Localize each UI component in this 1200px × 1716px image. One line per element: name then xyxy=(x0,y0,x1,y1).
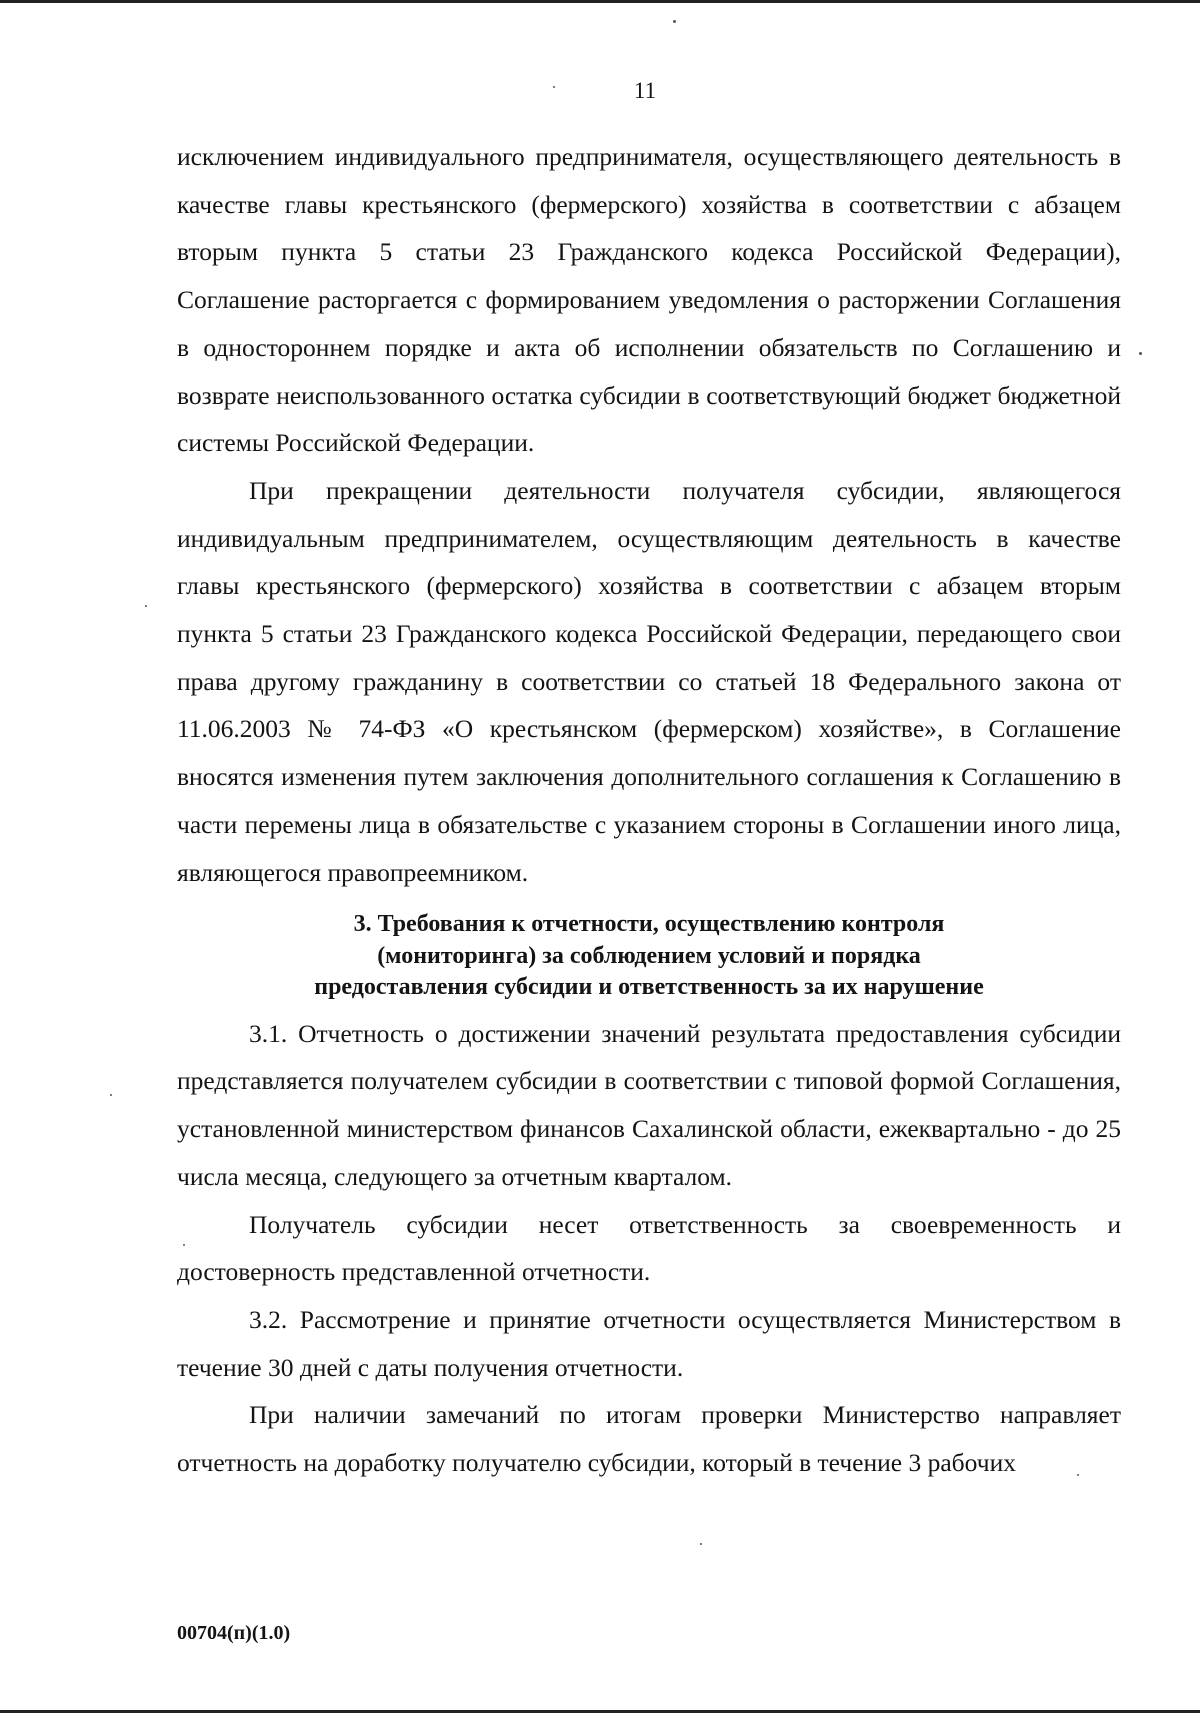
document-code: 00704(п)(1.0) xyxy=(177,1622,291,1644)
document-body xyxy=(177,133,1121,1487)
scan-speck xyxy=(1139,352,1142,355)
scan-speck xyxy=(553,86,555,88)
section-heading xyxy=(177,909,1121,1004)
bottom-scan-border xyxy=(0,1710,1200,1713)
page-number: 11 xyxy=(633,78,657,103)
paragraph-continuation: исключением индивидуального предпринимателя, осуществляющего деятельность в качестве главы крестьянского (фермерского) хозяйства в соответствии с абзацем вторым пункта 5 статьи 23 Гражданского кодекса Российской Федерации), Соглашение расторгается с формированием уведомления о расторжении Соглашения в одностороннем порядке и акта об исполнении обязательств по Соглашению и возврате неиспользованного остатка субсидии в соответствующий бюджет бюджетной системы Российской Федерации. xyxy=(177,142,1121,458)
paragraph-responsibility: Получатель субсидии несет ответственность за своевременность и достоверность представленной отчетности. xyxy=(177,1209,1121,1287)
scan-speck xyxy=(673,20,676,23)
top-scan-border xyxy=(0,0,1200,3)
paragraph-remarks: При наличии замечаний по итогам проверки Министерство направляет отчетность на доработку получателю субсидии, который в течение 3 рабочих xyxy=(177,1400,1121,1478)
scan-speck xyxy=(183,1244,185,1246)
section-heading-line-1: 3. Требования к отчетности, осуществлению контроля xyxy=(353,911,945,938)
section-heading-line-2: (мониторинга) за соблюдением условий и порядка xyxy=(377,942,921,969)
scan-speck xyxy=(1077,1474,1079,1476)
paragraph-3-2: 3.2. Рассмотрение и принятие отчетности осуществляется Министерством в течение 30 дней с даты получения отчетности. xyxy=(177,1304,1121,1382)
scan-speck xyxy=(110,1094,112,1096)
paragraph-3-1: 3.1. Отчетность о достижении значений результата предоставления субсидии представляется получателем субсидии в соответствии с типовой формой Соглашения, установленной министерством финансов Сахалинской области, ежеквартально - до 25 числа месяца, следующего за отчетным кварталом. xyxy=(177,1018,1121,1191)
scan-speck xyxy=(145,605,147,607)
scan-speck xyxy=(700,1543,702,1545)
section-heading-line-3: предоставления субсидии и ответственность за их нарушение xyxy=(314,974,984,1001)
paragraph-termination-of-activity: При прекращении деятельности получателя субсидии, являющегося индивидуальным предпринимателем, осуществляющим деятельность в качестве главы крестьянского (фермерского) хозяйства в соответствии с абзацем вторым пункта 5 статьи 23 Гражданского кодекса Российской Федерации, передающего свои права другому гражданину в соответствии со статьей 18 Федерального закона от 11.06.2003 № 74-ФЗ «О крестьянском (фермерском) хозяйстве», в Соглашение вносятся изменения путем заключения дополнительного соглашения к Соглашению в части перемены лица в обязательстве с указанием стороны в Соглашении иного лица, являющегося правопреемником. xyxy=(177,475,1121,887)
